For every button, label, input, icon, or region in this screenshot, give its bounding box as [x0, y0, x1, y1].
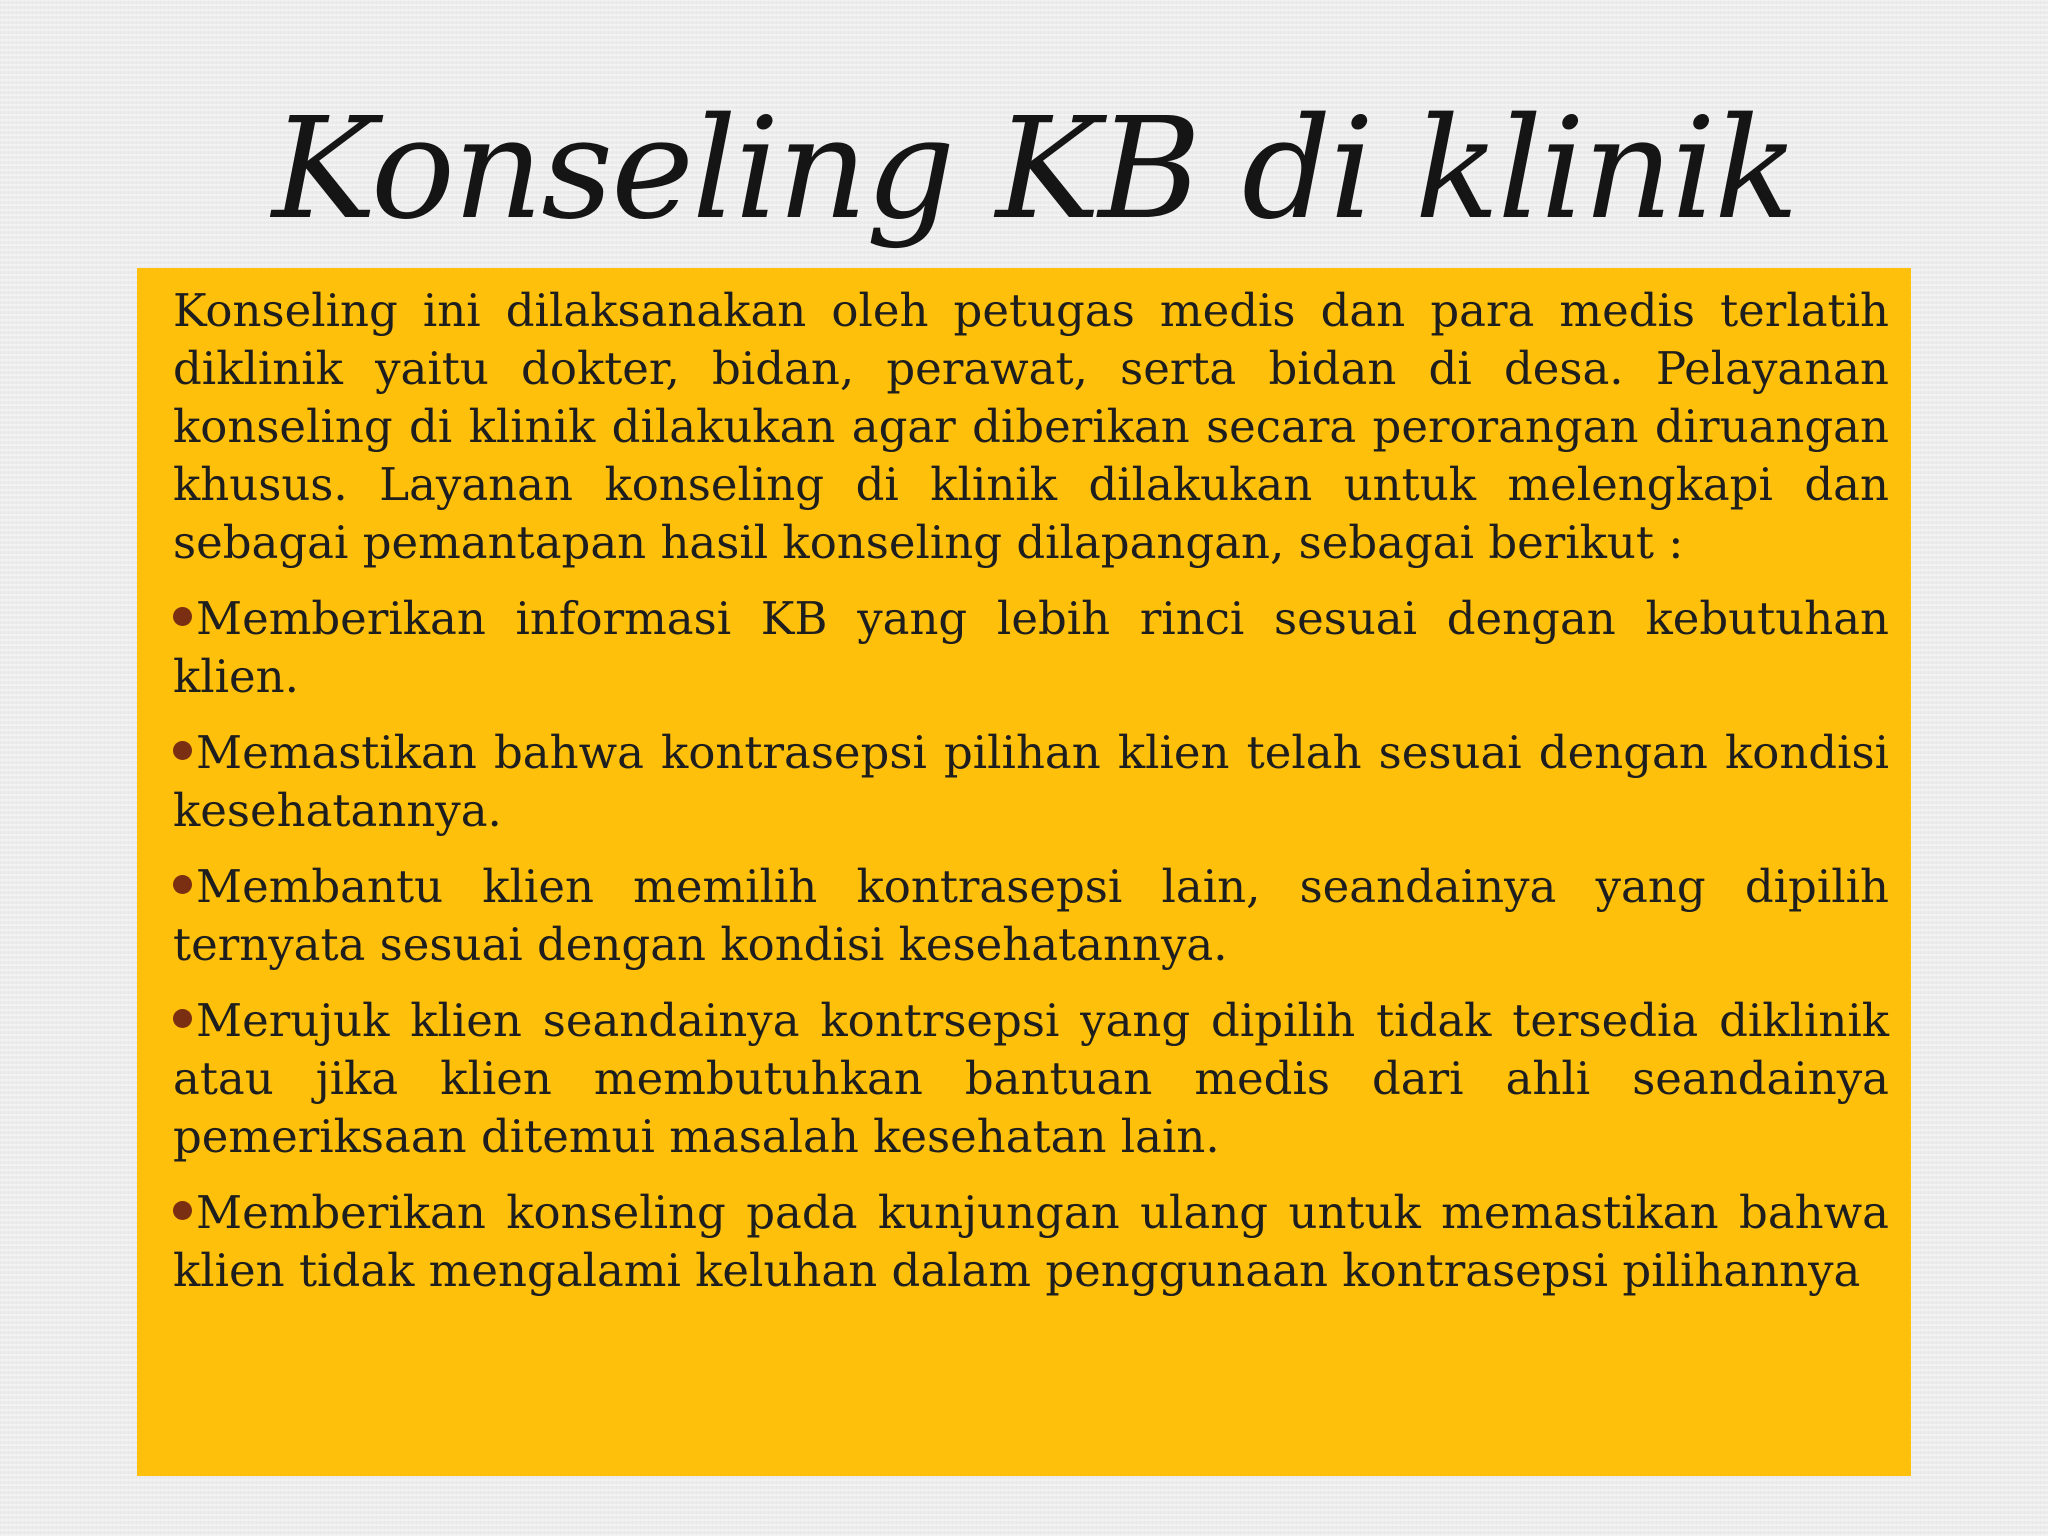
- bullet-icon: [173, 741, 192, 760]
- bullet-text: Memastikan bahwa kontrasepsi pilihan klien telah sesuai dengan kondisi kesehatannya.: [173, 726, 1889, 837]
- list-item: [173, 1184, 1889, 1300]
- intro-paragraph: Konseling ini dilaksanakan oleh petugas medis dan para medis terlatih diklinik yaitu dokter, bidan, perawat, serta bidan di desa. Pelayanan konseling di klinik dilakukan agar diberikan secara perorangan diruangan khusus. Layanan konseling di klinik dilakukan untuk melengkapi dan sebagai pemantapan hasil konseling dilapangan, sebagai berikut :: [173, 284, 1889, 569]
- bullet-text: Membantu klien memilih kontrasepsi lain, seandainya yang dipilih ternyata sesuai dengan kondisi kesehatannya.: [173, 860, 1889, 971]
- list-item: [173, 724, 1889, 840]
- bullet-text: Memberikan informasi KB yang lebih rinci sesuai dengan kebutuhan klien.: [173, 592, 1889, 703]
- bullet-icon: [173, 1201, 192, 1220]
- bullet-icon: [173, 875, 192, 894]
- list-item: [173, 992, 1889, 1166]
- list-item: [173, 858, 1889, 974]
- slide-title: Konseling KB di klinik: [272, 88, 1797, 251]
- bullet-icon: [173, 1009, 192, 1028]
- bullet-list: [173, 590, 1889, 1300]
- bullet-text: Memberikan konseling pada kunjungan ulang untuk memastikan bahwa klien tidak mengalami keluhan dalam penggunaan kontrasepsi pilihannya: [173, 1186, 1889, 1297]
- list-item: [173, 590, 1889, 706]
- bullet-text: Merujuk klien seandainya kontrsepsi yang dipilih tidak tersedia diklinik atau jika klien membutuhkan bantuan medis dari ahli seandainya pemeriksaan ditemui masalah kesehatan lain.: [173, 994, 1889, 1163]
- content-box: [137, 268, 1911, 1476]
- bullet-icon: [173, 607, 192, 626]
